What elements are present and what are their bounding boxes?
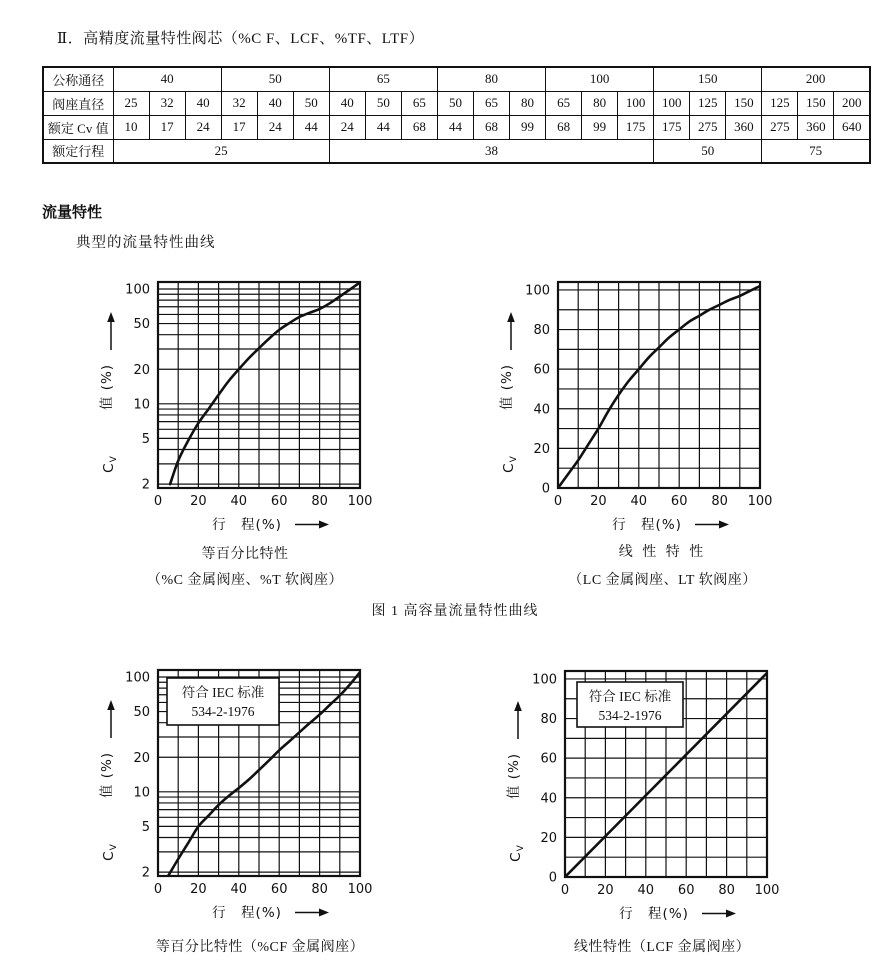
y-axis-arrowhead [514, 701, 522, 711]
x-tick-label: 80 [711, 494, 728, 509]
x-tick-label: 20 [190, 882, 207, 897]
table-cell: 65 [473, 91, 509, 115]
y-tick-label: 20 [533, 441, 550, 457]
x-tick-label: 80 [311, 494, 328, 509]
x-axis-label: 行 程(%) [212, 517, 282, 533]
x-tick-label: 20 [190, 494, 207, 509]
y-axis-arrowhead [507, 312, 515, 322]
table-cell: 640 [834, 115, 870, 139]
table-row [43, 67, 870, 91]
table-cell: 50 [654, 139, 762, 163]
table-cell: 275 [690, 115, 726, 139]
table-cell: 65 [329, 67, 437, 91]
table-cell: 50 [293, 91, 329, 115]
y-axis-cv-label: $C_V$ [508, 844, 526, 862]
x-axis-label: 行 程(%) [212, 905, 282, 921]
x-tick-label: 0 [153, 882, 163, 897]
chart-canvas [495, 262, 795, 534]
y-axis-arrowhead [107, 312, 115, 322]
section-heading: 流量特性 [42, 204, 103, 221]
table-row [43, 115, 870, 139]
iec-annotation-text: 534-2-1976 [598, 708, 662, 723]
x-axis-arrowhead [319, 909, 329, 917]
y-tick-label: 50 [133, 705, 150, 721]
y-tick-label: 60 [533, 362, 550, 378]
table-cell: 68 [546, 115, 582, 139]
y-axis-label: 值 (%) [499, 363, 515, 411]
y-tick-label: 40 [540, 791, 557, 807]
chart-caption: （%C 金属阀座、%T 软阀座） [147, 573, 343, 588]
x-axis-label: 行 程(%) [612, 517, 682, 533]
table-cell: 24 [185, 115, 221, 139]
table-row [43, 139, 870, 163]
x-tick-label: 60 [677, 883, 695, 898]
table-cell: 360 [798, 115, 834, 139]
y-tick-label: 100 [525, 283, 550, 299]
table-cell: 65 [546, 91, 582, 115]
y-tick-label: 20 [133, 750, 150, 766]
x-tick-label: 100 [347, 494, 373, 509]
table-cell: 125 [762, 91, 798, 115]
y-tick-label: 80 [533, 323, 550, 339]
x-tick-label: 20 [590, 494, 607, 509]
table-cell: 360 [726, 115, 762, 139]
table-cell: 99 [510, 115, 546, 139]
page-title: Ⅱ．高精度流量特性阀芯（%C F、LCF、%TF、LTF） [57, 31, 425, 47]
chart-linear-high-capacity [495, 262, 795, 539]
row-header: 额定行程 [43, 139, 113, 163]
x-tick-label: 80 [311, 882, 328, 897]
chart-caption: 线性特性（LCF 金属阀座） [573, 940, 751, 955]
table-cell: 80 [510, 91, 546, 115]
chart-caption: 等百分比特性 [201, 547, 289, 562]
x-tick-label: 60 [270, 494, 288, 509]
table-cell: 99 [582, 115, 618, 139]
iec-annotation-text: 534-2-1976 [191, 704, 255, 719]
chart-canvas [502, 651, 802, 923]
x-axis-label: 行 程(%) [619, 906, 689, 922]
x-tick-label: 20 [597, 883, 614, 898]
table-cell: 38 [329, 139, 653, 163]
table-cell: 44 [365, 115, 401, 139]
table-cell: 44 [293, 115, 329, 139]
y-tick-label: 80 [540, 712, 557, 728]
iec-annotation-text: 符合 IEC 标准 [588, 689, 672, 704]
table-cell: 40 [185, 91, 221, 115]
y-tick-label: 20 [133, 362, 150, 378]
y-axis-cv-label: $C_V$ [101, 843, 119, 861]
x-tick-label: 40 [630, 494, 648, 509]
chart-linear-iec [502, 651, 802, 928]
y-tick-label: 40 [533, 402, 550, 418]
x-tick-label: 100 [747, 494, 773, 509]
table-cell: 24 [257, 115, 293, 139]
table-cell: 80 [582, 91, 618, 115]
table-cell: 275 [762, 115, 798, 139]
table-cell: 17 [149, 115, 185, 139]
x-tick-label: 60 [270, 882, 288, 897]
x-axis-arrowhead [726, 910, 736, 918]
table-cell: 100 [654, 91, 690, 115]
table-cell: 175 [654, 115, 690, 139]
chart-equal-percentage-high-capacity [95, 262, 395, 539]
y-tick-label: 5 [141, 819, 150, 835]
table-cell: 25 [113, 91, 149, 115]
table-cell: 80 [437, 67, 545, 91]
table-cell: 10 [113, 115, 149, 139]
row-header: 公称通径 [43, 67, 113, 91]
chart-caption: （LC 金属阀座、LT 软阀座） [568, 573, 757, 588]
x-tick-label: 40 [637, 883, 655, 898]
chart-canvas [95, 262, 395, 534]
y-axis-cv-label: $C_V$ [501, 455, 519, 473]
y-axis-label: 值 (%) [99, 751, 115, 799]
table-cell: 75 [762, 139, 870, 163]
y-tick-label: 0 [541, 481, 550, 497]
y-axis-label: 值 (%) [506, 752, 522, 800]
table-cell: 150 [726, 91, 762, 115]
row-header: 额定 Cv 值 [43, 115, 113, 139]
table-cell: 100 [546, 67, 654, 91]
spec-table [42, 66, 871, 164]
table-cell: 24 [329, 115, 365, 139]
table-cell: 150 [798, 91, 834, 115]
x-tick-label: 40 [230, 882, 248, 897]
y-tick-label: 50 [133, 317, 150, 333]
y-tick-label: 100 [125, 282, 150, 298]
table-cell: 17 [221, 115, 257, 139]
y-tick-label: 2 [141, 865, 150, 881]
row-header: 阀座直径 [43, 91, 113, 115]
table-cell: 65 [401, 91, 437, 115]
table-cell: 32 [149, 91, 185, 115]
table-cell: 40 [329, 91, 365, 115]
chart-caption: 等百分比特性（%CF 金属阀座） [155, 940, 365, 955]
table-cell: 50 [437, 91, 473, 115]
table-cell: 44 [437, 115, 473, 139]
y-tick-label: 10 [133, 785, 150, 801]
x-tick-label: 0 [553, 494, 563, 509]
figure-caption: 图 1 高容量流量特性曲线 [371, 604, 539, 619]
table-cell: 125 [690, 91, 726, 115]
table-cell: 40 [113, 67, 221, 91]
table-row [43, 91, 870, 115]
x-axis-arrowhead [719, 521, 729, 529]
table-cell: 50 [221, 67, 329, 91]
table-cell: 25 [113, 139, 329, 163]
x-tick-label: 0 [560, 883, 570, 898]
y-tick-label: 0 [548, 870, 557, 886]
table-cell: 32 [221, 91, 257, 115]
x-tick-label: 40 [230, 494, 248, 509]
section-subheading: 典型的流量特性曲线 [76, 235, 216, 251]
x-tick-label: 0 [153, 494, 163, 509]
y-axis-cv-label: $C_V$ [101, 455, 119, 473]
iec-annotation-text: 符合 IEC 标准 [181, 685, 265, 700]
table-cell: 150 [654, 67, 762, 91]
y-tick-label: 60 [540, 751, 557, 767]
y-axis-arrowhead [107, 700, 115, 710]
y-tick-label: 20 [540, 830, 557, 846]
x-tick-label: 100 [347, 882, 373, 897]
y-axis-label: 值 (%) [99, 363, 115, 411]
table-cell: 200 [762, 67, 870, 91]
table-cell: 68 [401, 115, 437, 139]
y-tick-label: 10 [133, 397, 150, 413]
chart-canvas [95, 650, 395, 922]
table-cell: 40 [257, 91, 293, 115]
table-cell: 175 [618, 115, 654, 139]
y-tick-label: 2 [141, 477, 150, 493]
y-tick-label: 100 [532, 672, 557, 688]
table-cell: 100 [618, 91, 654, 115]
x-tick-label: 80 [718, 883, 735, 898]
y-tick-label: 100 [125, 670, 150, 686]
x-tick-label: 60 [670, 494, 688, 509]
x-tick-label: 100 [754, 883, 780, 898]
x-axis-arrowhead [319, 521, 329, 529]
table-cell: 50 [365, 91, 401, 115]
y-tick-label: 5 [141, 431, 150, 447]
table-cell: 68 [473, 115, 509, 139]
chart-caption: 线 性 特 性 [618, 545, 707, 560]
spec-table-body [43, 67, 870, 163]
table-cell: 200 [834, 91, 870, 115]
chart-equal-percentage-iec [95, 650, 395, 927]
